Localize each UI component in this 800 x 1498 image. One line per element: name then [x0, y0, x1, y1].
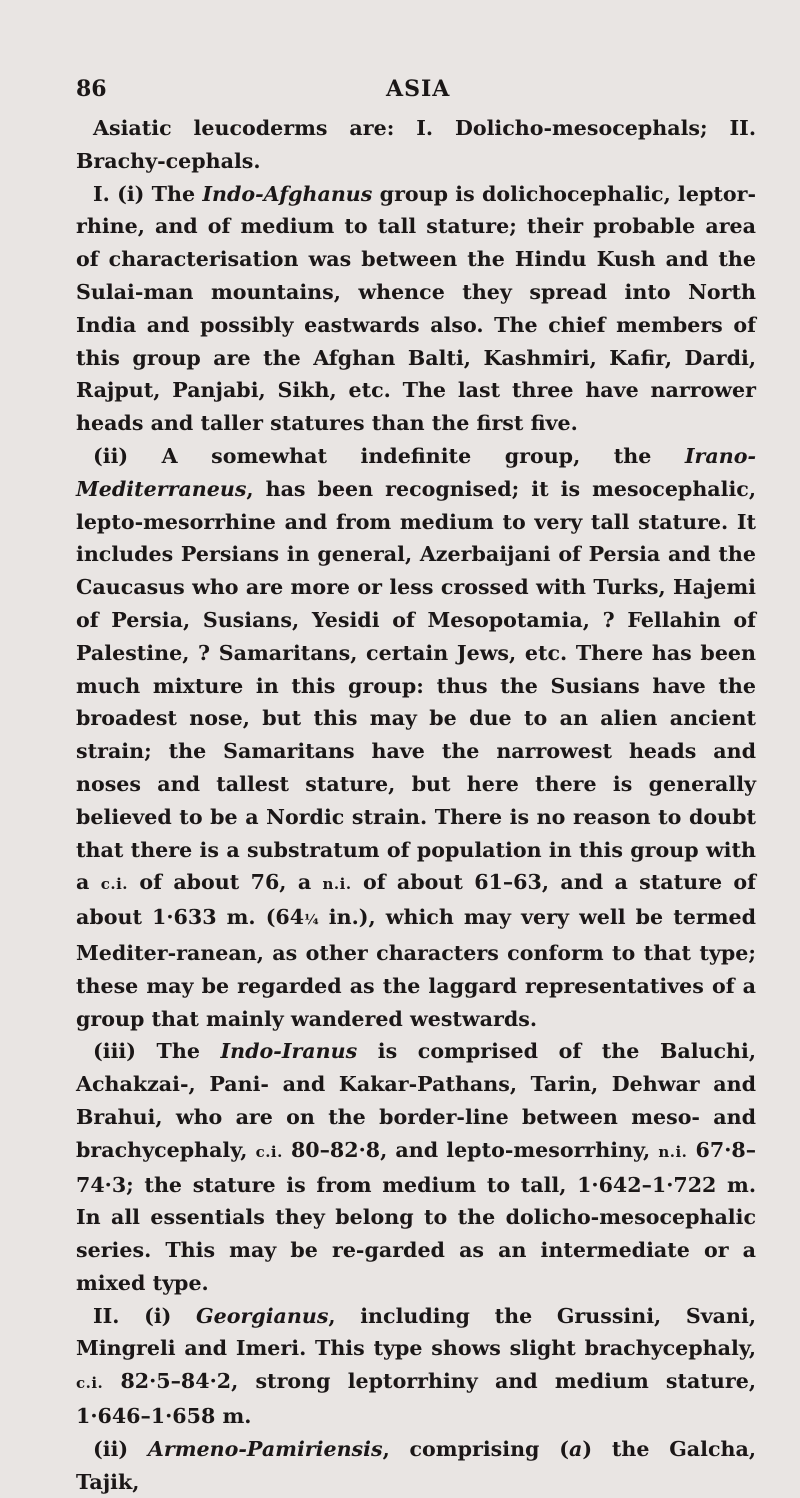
page-number: 86 [76, 76, 107, 102]
paragraph-lead: I. (i) The [93, 181, 203, 206]
paragraph-text: 80–82·8, and lepto-mesorrhiny, [282, 1137, 659, 1162]
group-term: Georgianus [196, 1303, 329, 1328]
paragraph-text: in.), which may very well be termed Mediter-ranean, as other characters conform to that type; these may be regarded as the laggard representatives of a group that mainly wandered westwards. [76, 905, 756, 1031]
cephalic-index-abbr: c.i. [76, 1374, 104, 1393]
paragraph-text: is comprised of the Baluchi, Achakzai-, Pani- and Kakar-Pathans, Tarin, Dehwar and Brahui, who are on the border-line between meso- and brachycephaly, [76, 1039, 756, 1162]
running-title: ASIA [386, 76, 451, 102]
paragraph-text: 82·5–84·2, strong leptorrhiny and medium stature, 1·646–1·658 m. [76, 1369, 756, 1429]
paragraph-text: of about 76, a [128, 870, 323, 895]
paragraph-text: , including the Grussini, Svani, Mingreli and Imeri. This type shows slight brachycephaly, [76, 1303, 756, 1361]
paragraph-lead: (ii) A somewhat indefinite group, the [93, 443, 685, 468]
paragraph-text: ) the Galcha, Tajik, [76, 1436, 756, 1494]
cephalic-index-abbr: c.i. [255, 1142, 283, 1161]
cephalic-index-abbr: c.i. [100, 875, 128, 894]
paragraph-text: , comprising ( [382, 1436, 569, 1461]
nasal-index-abbr: n.i. [658, 1142, 688, 1161]
paragraph-georgianus [76, 1300, 756, 1433]
group-term: Indo-Iranus [220, 1039, 358, 1064]
paragraph-text: of about 61–63, and a stature of about 1·633 m. (64 [76, 870, 756, 930]
page-header [76, 76, 756, 112]
paragraph-intro [76, 112, 756, 178]
paragraph-text: Asiatic leucoderms are: I. Dolicho-mesocephals; II. Brachy-cephals. [76, 116, 756, 173]
group-term: Irano-Mediterraneus [76, 443, 756, 501]
paragraph-armeno-pamiriensis [76, 1433, 756, 1498]
paragraph-lead: (ii) [93, 1436, 148, 1461]
paragraph-text: , has been recognised; it is mesocephalic, lepto-mesorrhine and from medium to very tall stature. It includes Persians in general, Azerbaijani of Persia and the Caucasus who are more or less crossed with Turks, Hajemi of Persia, Susians, Yesidi of Mesopotamia, ? Fellahin of Palestine, ? Samaritans, certain Jews, etc. There has been much mixture in this group: thus the Susians have the broadest nose, but this may be due to an alien ancient strain; the Samaritans have the narrowest heads and noses and tallest stature, but here there is generally believed to be a Nordic strain. There is no reason to doubt that there is a substratum of population in this group with a [76, 476, 756, 895]
paragraph-indo-afghanus [76, 178, 756, 440]
paragraph-lead: II. (i) [93, 1303, 197, 1328]
paragraph-text: group is dolichocephalic, leptor-rhine, and of medium to tall stature; their probable area of characterisation was between the Hindu Kush and the Sulai-man mountains, whence they spread into North India and possibly eastwards also. The chief members of this group are the Afghan Balti, Kashmiri, Kafir, Dardi, Rajput, Panjabi, Sikh, etc. The last three have narrower heads and taller statures than the first five. [76, 181, 756, 436]
fraction: ¼ [304, 912, 319, 929]
paragraph-indo-iranus [76, 1035, 756, 1299]
body-text [76, 112, 756, 1498]
group-term: Armeno-Pamiriensis [147, 1436, 383, 1461]
paragraph-lead: (iii) The [93, 1039, 221, 1064]
paragraph-text: 67·8–74·3; the stature is from medium to tall, 1·642–1·722 m. In all essentials they belong to the dolicho-mesocephalic series. This may be re-garded as an intermediate or a mixed type. [76, 1137, 757, 1295]
paragraph-irano-mediterraneus [76, 440, 756, 1035]
group-term: Indo-Afghanus [202, 181, 373, 206]
nasal-index-abbr: n.i. [322, 875, 352, 894]
list-letter: a [568, 1436, 583, 1461]
